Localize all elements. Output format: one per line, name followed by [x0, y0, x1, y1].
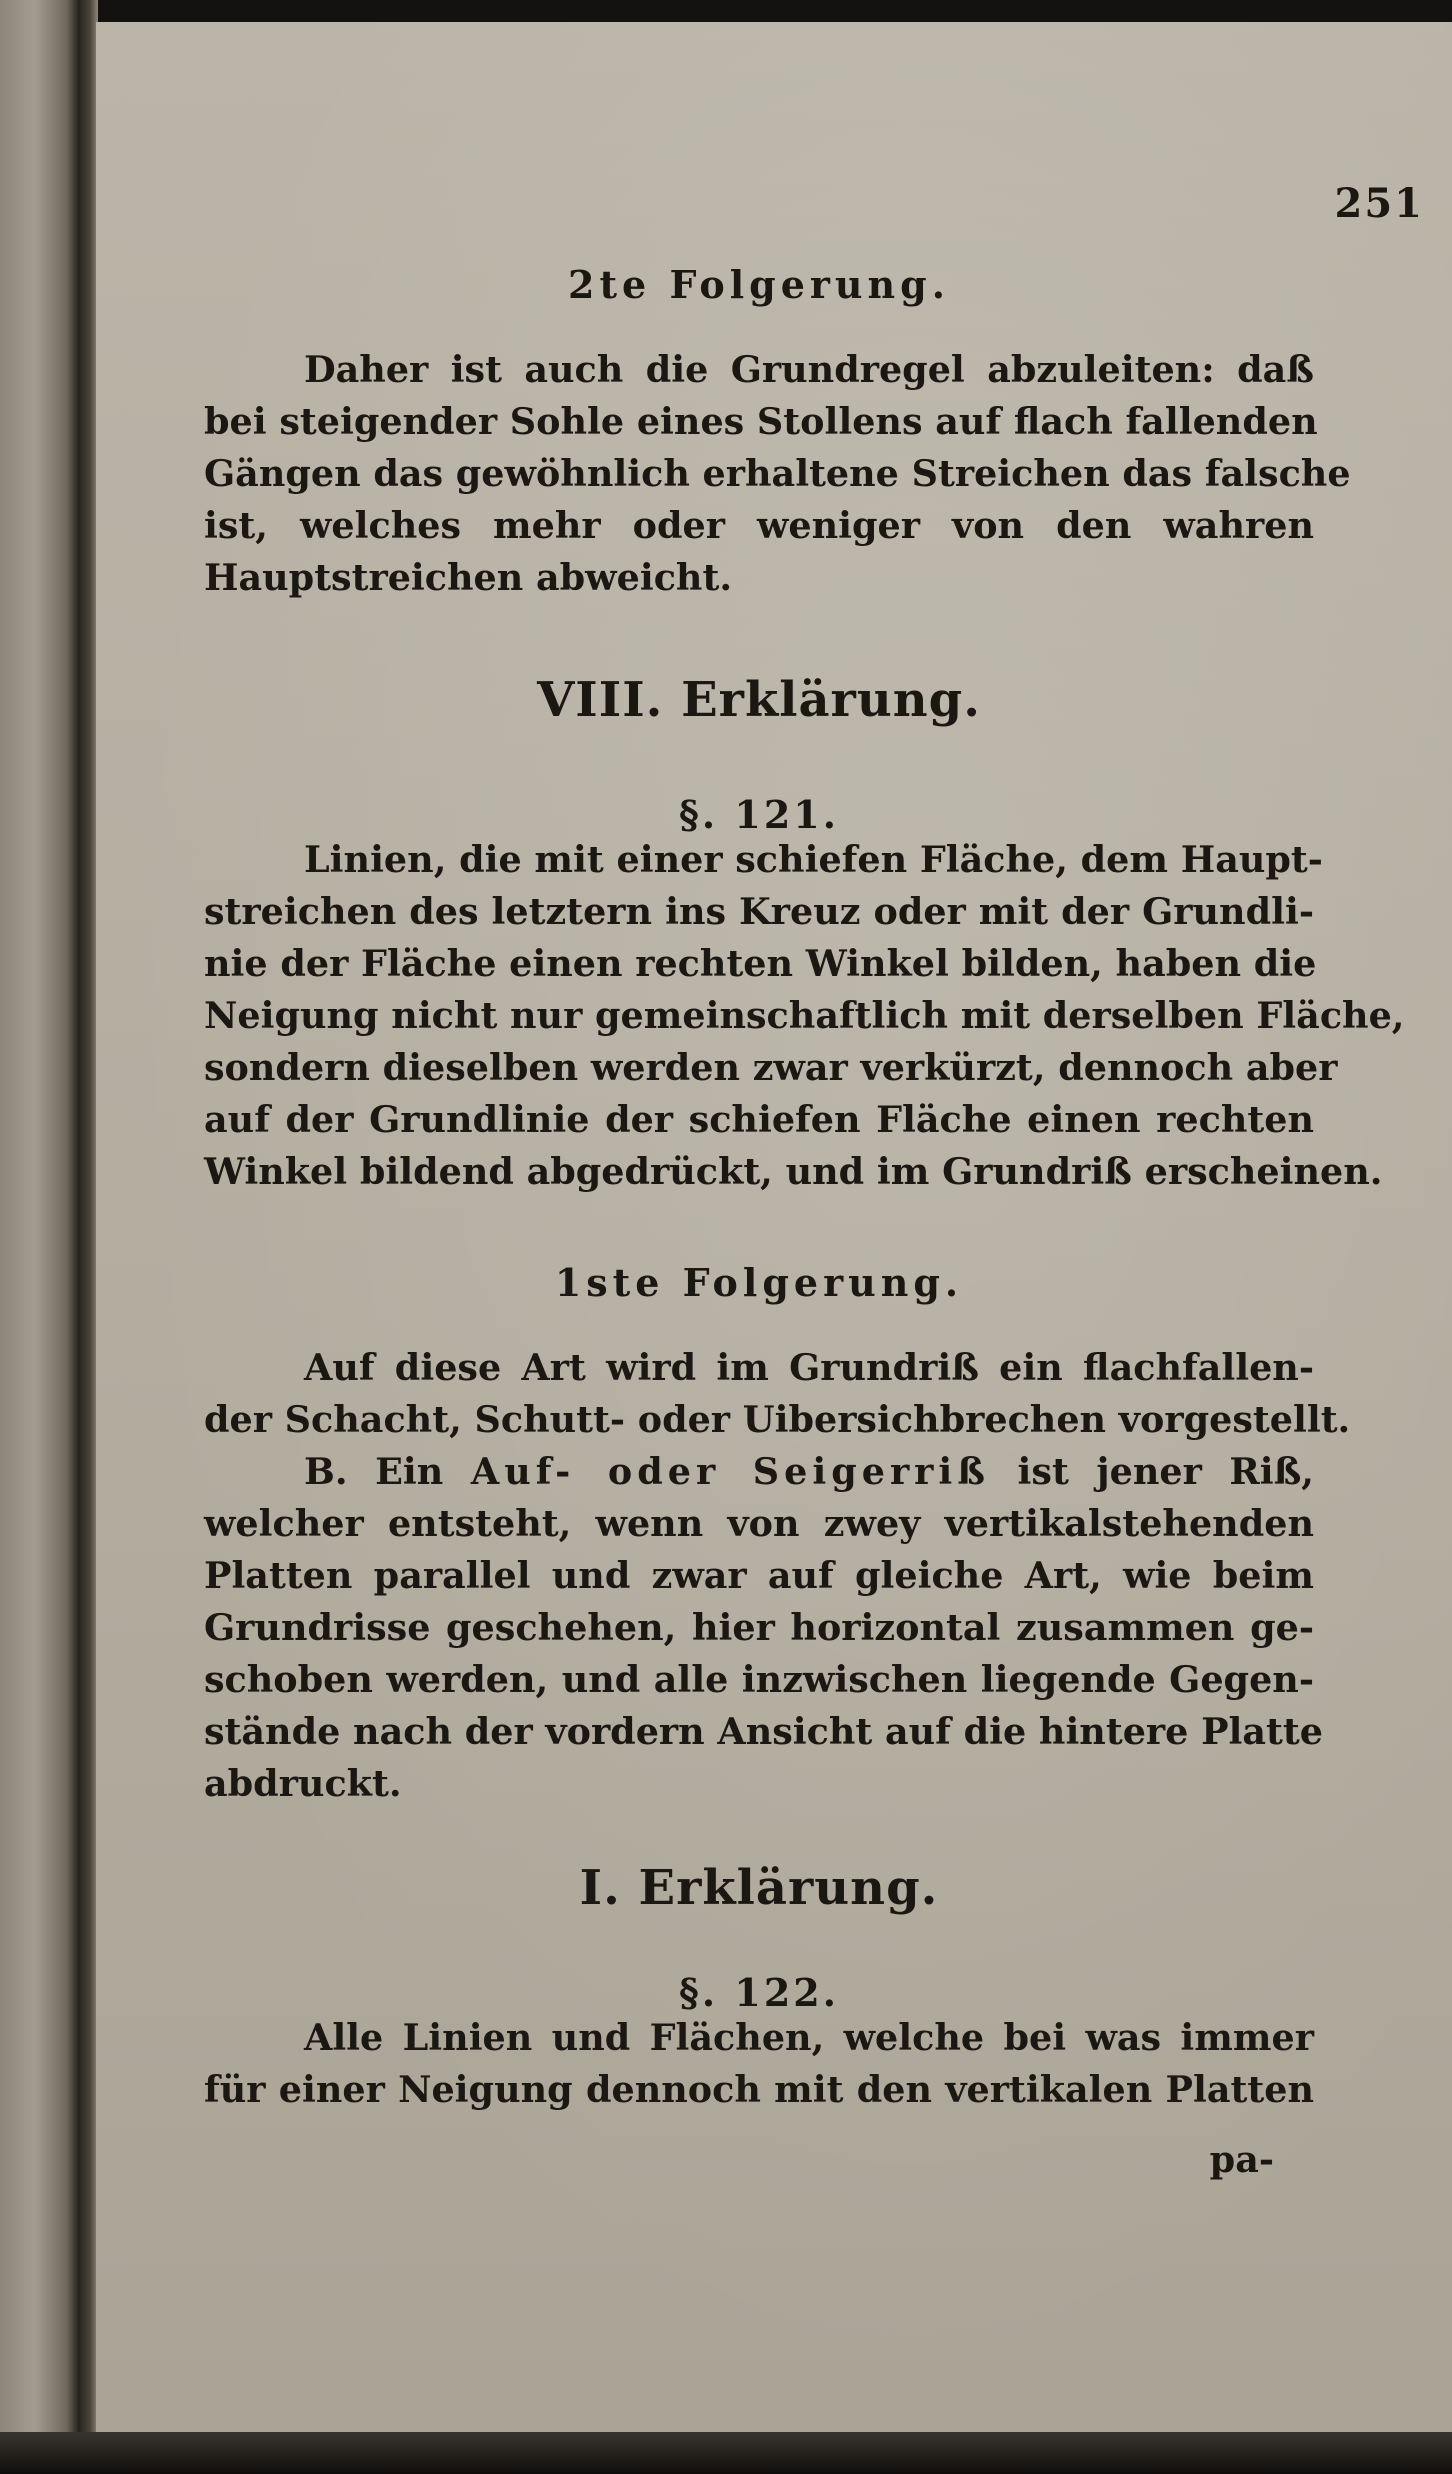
heading-2te-folgerung: 2te Folgerung. [568, 262, 950, 307]
text-line: sondern dieselben werden zwar verkürzt, dennoch aber [204, 1046, 1338, 1089]
paragraph-121 [204, 834, 1405, 1198]
text-line: Auf diese Art wird im Grundriß ein flachfallen- [304, 1346, 1314, 1389]
text-line: stände nach der vordern Ansicht auf die hintere Platte [204, 1710, 1323, 1753]
text-line: welcher entsteht, wenn von zwey vertikalstehenden [204, 1502, 1314, 1545]
text-line: Daher ist auch die Grundregel abzuleiten: daß [304, 348, 1314, 391]
paragraph-mark-122: §. 122. [679, 1970, 839, 2015]
heading-1ste-folgerung: 1ste Folgerung. [554, 1260, 964, 1305]
b-rest: ist jener Riß, [990, 1450, 1315, 1493]
text-line: auf der Grundlinie der schiefen Fläche einen rechten [204, 1098, 1314, 1141]
page-bottom-edge [0, 2432, 1452, 2474]
paragraph-122 [204, 2012, 1314, 2186]
text-line: abdruckt. [204, 1762, 402, 1805]
b-lead: B. Ein [304, 1450, 471, 1493]
text-line: bei steigender Sohle eines Stollens auf flach fallenden [204, 400, 1318, 443]
paragraph-1ste-folgerung [204, 1342, 1351, 1810]
text-line: Winkel bildend abgedrückt, und im Grundriß erscheinen. [204, 1150, 1383, 1193]
text-line: streichen des letztern ins Kreuz oder mit der Grundli- [204, 890, 1314, 933]
text-line: Gängen das gewöhnlich erhaltene Streichen das falsche [204, 452, 1351, 495]
book-page [96, 22, 1452, 2432]
page-number: 251 [1334, 180, 1424, 227]
b-term: Auf- oder Seigerriß [470, 1450, 990, 1493]
text-line: schoben werden, und alle inzwischen liegende Gegen- [204, 1658, 1314, 1701]
text-line: Linien, die mit einer schiefen Fläche, dem Haupt- [304, 838, 1323, 881]
text-line: der Schacht, Schutt- oder Uibersichbrechen vorgestellt. [204, 1398, 1351, 1441]
text-line: Neigung nicht nur gemeinschaftlich mit derselben Fläche, [204, 994, 1405, 1037]
text-line-b [204, 1446, 1314, 1498]
book-gutter [78, 0, 98, 2474]
text-line: Alle Linien und Flächen, welche bei was immer [304, 2016, 1314, 2059]
text-line: Grundrisse geschehen, hier horizontal zusammen ge- [204, 1606, 1314, 1649]
paragraph-mark-121: §. 121. [679, 792, 839, 837]
catchword: pa- [1209, 2138, 1274, 2181]
heading-viii-erklaerung: VIII. Erklärung. [537, 672, 981, 728]
text-line: ist, welches mehr oder weniger von den wahren [204, 504, 1314, 547]
heading-i-erklaerung: I. Erklärung. [579, 1860, 939, 1916]
paragraph-2te-folgerung [204, 344, 1351, 604]
text-line: für einer Neigung dennoch mit den vertikalen Platten [204, 2068, 1314, 2111]
text-line: Hauptstreichen abweicht. [204, 556, 733, 599]
text-line: Platten parallel und zwar auf gleiche Art, wie beim [204, 1554, 1314, 1597]
facing-page-edge [0, 0, 78, 2474]
text-line: nie der Fläche einen rechten Winkel bilden, haben die [204, 942, 1317, 985]
